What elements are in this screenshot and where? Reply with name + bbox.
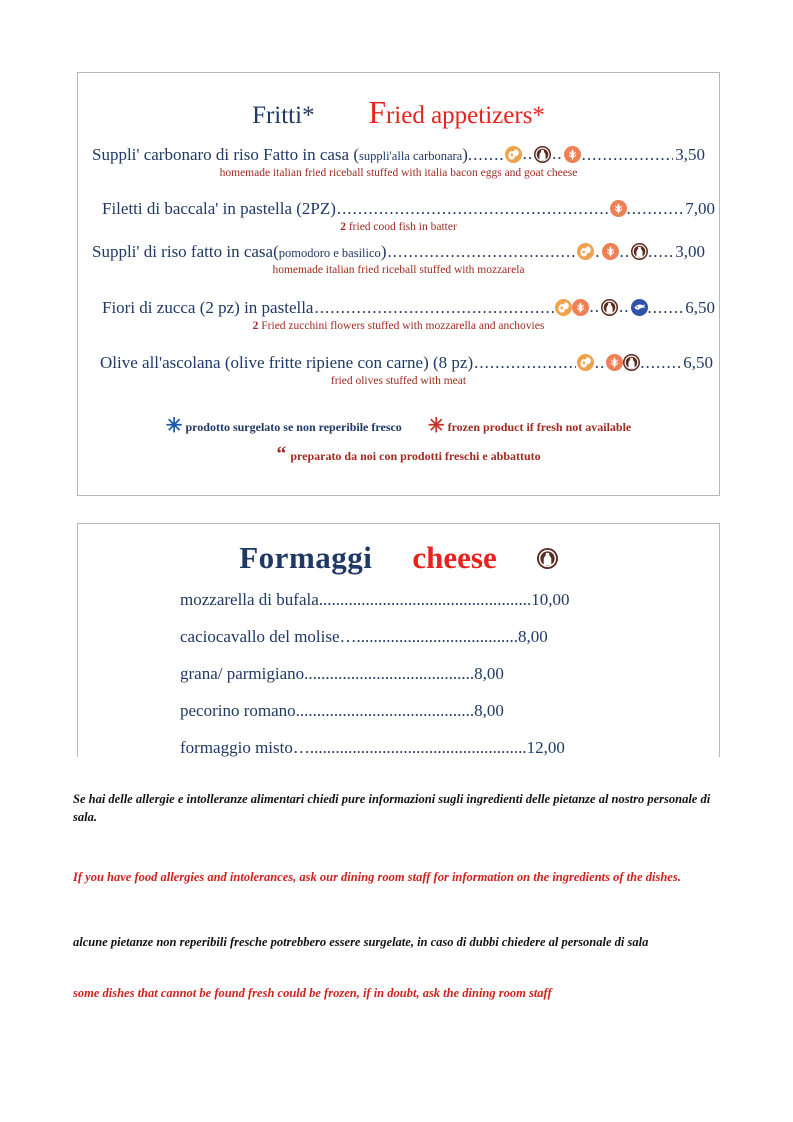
fritti-section-header xyxy=(78,95,719,131)
dish-description xyxy=(92,375,705,387)
dish-line xyxy=(92,141,705,165)
quote-icon: “ xyxy=(276,443,287,465)
milk-icon xyxy=(534,146,551,163)
dots-separator: .. xyxy=(619,241,630,261)
cheese-price: 8,00 xyxy=(474,664,504,683)
dish-name: Filetti di baccala' in pastella (2PZ) xyxy=(102,198,336,218)
dish-qty: 2 xyxy=(340,220,346,233)
cheese-price: 8,00 xyxy=(474,701,504,720)
dish-paren-close: ) xyxy=(462,144,468,164)
cheese-name: pecorino romano xyxy=(180,701,296,720)
egg-icon xyxy=(577,243,594,260)
cheese-row xyxy=(180,627,619,647)
dish-line xyxy=(92,294,715,318)
cheese-section-header xyxy=(78,540,719,576)
dish-description-text: fried olives stuffed with meat xyxy=(330,375,467,387)
cheese-section-box xyxy=(77,523,720,757)
dish-paren-close: ) xyxy=(380,242,387,261)
dots-separator: .. xyxy=(552,144,563,163)
cheese-row xyxy=(180,738,619,758)
dots-leader: ........... xyxy=(626,198,685,218)
footnote-italian-text: prodotto surgelato se non reperibile fresco xyxy=(185,420,402,434)
milk-icon xyxy=(537,548,558,569)
dish-qty: 2 xyxy=(252,319,259,332)
allergen-icons xyxy=(555,297,648,317)
dish-price: 7,00 xyxy=(685,198,715,218)
cheese-row xyxy=(180,664,619,684)
footnote-row-prepared xyxy=(78,443,719,465)
dish-item xyxy=(78,141,719,179)
dish-line xyxy=(92,350,713,374)
dish-subtitle: suppli'alla carbonara xyxy=(358,148,463,163)
footnote-english xyxy=(428,417,631,435)
cheese-name: grana/ parmigiano xyxy=(180,664,305,683)
egg-icon xyxy=(577,354,594,371)
fritti-footnotes xyxy=(78,417,719,464)
asterisk-icon: ✳ xyxy=(427,415,445,437)
dish-line xyxy=(92,239,705,263)
cheese-name: caciocavallo del molise xyxy=(180,627,340,646)
dish-name: Fiori di zucca (2 pz) in pastella xyxy=(102,297,314,317)
cheese-price: 12,00 xyxy=(526,738,565,757)
dots-leader xyxy=(337,199,609,219)
footnote-prepared-text: preparato da noi con prodotti freschi e abbattuto xyxy=(290,449,541,463)
footnote-row-frozen xyxy=(78,417,719,435)
allergen-icons xyxy=(505,144,581,164)
egg-icon xyxy=(555,299,572,316)
dots-leader xyxy=(387,242,576,262)
fritti-section-box xyxy=(77,72,720,496)
cheese-price: 8,00 xyxy=(518,627,548,646)
dots-leader: …................................................... xyxy=(292,738,527,757)
dish-description-text: fried cood fish in batter xyxy=(348,220,457,233)
dish-name: Suppli' carbonaro di riso Fatto in casa ( xyxy=(92,144,359,164)
dish-name: Suppli' di riso fatto in casa( xyxy=(92,242,279,261)
notice-allergy-italian: Se hai delle allergie e intolleranze alimentari chiedi pure informazioni sugli ingredienti delle pietanze al nostro personale di sala. xyxy=(73,792,711,825)
fritti-title-english-rest: ried appetizers* xyxy=(385,102,545,129)
dots-leader: ........ xyxy=(640,353,683,372)
dish-description-text: homemade italian fried riceball stuffed with italia bacon eggs and goat cheese xyxy=(219,166,578,179)
dish-subtitle: pomodoro e basilico xyxy=(278,246,381,260)
milk-icon xyxy=(631,243,648,260)
dish-description xyxy=(92,221,705,233)
dish-description xyxy=(92,167,705,179)
fish-icon xyxy=(631,299,648,316)
dots-separator: .. xyxy=(522,144,534,163)
dish-line xyxy=(92,197,715,219)
dots-separator: .. xyxy=(594,352,606,372)
dots-separator: .. xyxy=(589,297,600,316)
allergen-icons xyxy=(577,353,641,373)
fritti-title-english-initial: F xyxy=(368,95,386,130)
cheese-title-italian: Formaggi xyxy=(239,540,373,575)
notice-allergy-english: If you have food allergies and intolerances, ask our dining room staff for information on the ingredients of the dishes. xyxy=(73,870,681,885)
cheese-item-list xyxy=(78,590,719,758)
dots-leader: ........................................ xyxy=(304,664,475,683)
footnote-italian xyxy=(166,417,402,435)
dots-leader xyxy=(314,298,553,318)
footnote-english-text: frozen product if fresh not available xyxy=(447,420,632,434)
cheese-title-english: cheese xyxy=(412,540,497,575)
dish-price: 6,50 xyxy=(683,353,713,372)
dots-leader: ....... xyxy=(467,144,505,164)
dots-leader: .................................................. xyxy=(318,590,532,609)
milk-icon xyxy=(623,354,640,371)
gluten-icon xyxy=(602,243,619,260)
cheese-name: formaggio misto xyxy=(180,738,293,757)
dots-leader: .......................................... xyxy=(295,701,475,720)
dish-item xyxy=(78,294,719,332)
gluten-icon xyxy=(572,299,589,316)
dish-item xyxy=(78,197,719,233)
milk-icon xyxy=(601,299,618,316)
dish-description-text: homemade italian fried riceball stuffed with mozzarela xyxy=(272,264,525,276)
dish-price: 3,50 xyxy=(675,144,705,164)
notice-frozen-english: some dishes that cannot be found fresh could be frozen, if in doubt, ask the dining room staff xyxy=(73,985,552,1000)
gluten-icon xyxy=(610,200,627,217)
dots-separator: .. xyxy=(619,297,630,316)
cheese-name: mozzarella di bufala xyxy=(180,590,319,609)
dish-item xyxy=(78,350,719,388)
dots-separator: . xyxy=(595,241,601,261)
egg-icon xyxy=(505,146,522,163)
dots-leader: …...................................... xyxy=(339,627,519,646)
dish-description xyxy=(92,320,705,332)
dots-leader: ..... xyxy=(648,242,675,261)
dish-price: 3,00 xyxy=(675,242,705,261)
dish-item xyxy=(78,239,719,277)
dish-price: 6,50 xyxy=(685,297,715,317)
dots-leader xyxy=(582,145,674,165)
allergy-notices xyxy=(73,790,721,1002)
dish-description xyxy=(92,264,705,276)
allergen-icons xyxy=(610,200,627,217)
dish-name: Olive all'ascolana (olive fritte ripiene con carne) (8 pz) xyxy=(100,353,474,372)
asterisk-icon: ✳ xyxy=(165,415,183,437)
allergen-icons xyxy=(577,242,648,262)
gluten-icon xyxy=(606,354,623,371)
fritti-title-italian: Fritti* xyxy=(252,102,315,129)
cheese-row xyxy=(180,701,619,721)
notice-frozen-italian: alcune pietanze non reperibili fresche potrebbero essere surgelate, in caso di dubbi chiedere al personale di sala xyxy=(73,935,649,950)
dish-description-text: Fried zucchini flowers stuffed with mozzarella and anchovies xyxy=(261,319,545,332)
cheese-price: 10,00 xyxy=(531,590,570,609)
dots-leader: ....... xyxy=(647,297,685,317)
cheese-row xyxy=(180,590,619,610)
fritti-title-english xyxy=(369,95,545,131)
gluten-icon xyxy=(564,146,581,163)
dots-leader xyxy=(474,353,576,373)
